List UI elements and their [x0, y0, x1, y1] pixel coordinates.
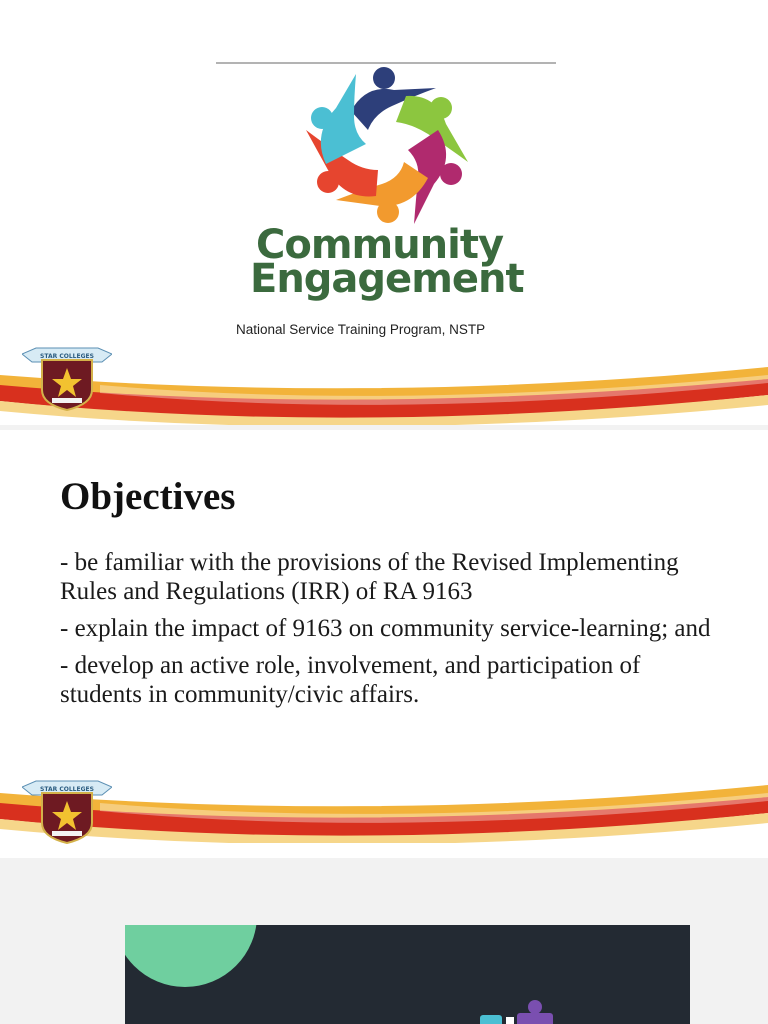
objective-item: - develop an active role, involvement, and participation of students in community/civic affairs. — [60, 652, 641, 708]
crest-banner-text: STAR COLLEGES — [40, 353, 94, 360]
puzzle-piece-icon — [480, 1000, 553, 1024]
slide3-art — [125, 925, 690, 1024]
program-subtitle: National Service Training Program, NSTP — [236, 322, 486, 337]
title-slide — [0, 0, 768, 425]
objectives-heading: Objectives — [60, 475, 236, 518]
logo-word-engagement: Engagement — [250, 256, 524, 302]
objective-item: - explain the impact of 9163 on community service-learning; and — [60, 615, 711, 642]
decorative-swoosh — [0, 345, 768, 425]
college-crest-icon — [22, 340, 112, 412]
decorative-swoosh — [0, 763, 768, 843]
community-circle-icon — [296, 66, 476, 228]
logo-word-community: Community — [256, 222, 504, 268]
objectives-slide — [0, 430, 768, 858]
crest-banner-text: STAR COLLEGES — [40, 786, 94, 793]
objectives-list — [60, 548, 720, 717]
college-crest-icon — [22, 773, 112, 845]
accent-circle — [125, 925, 257, 987]
next-slide-preview — [125, 925, 690, 1024]
objective-item: - be familiar with the provisions of the Revised Implementing Rules and Regulations (IRR) of RA 9163 — [60, 549, 679, 605]
top-divider — [216, 62, 556, 64]
